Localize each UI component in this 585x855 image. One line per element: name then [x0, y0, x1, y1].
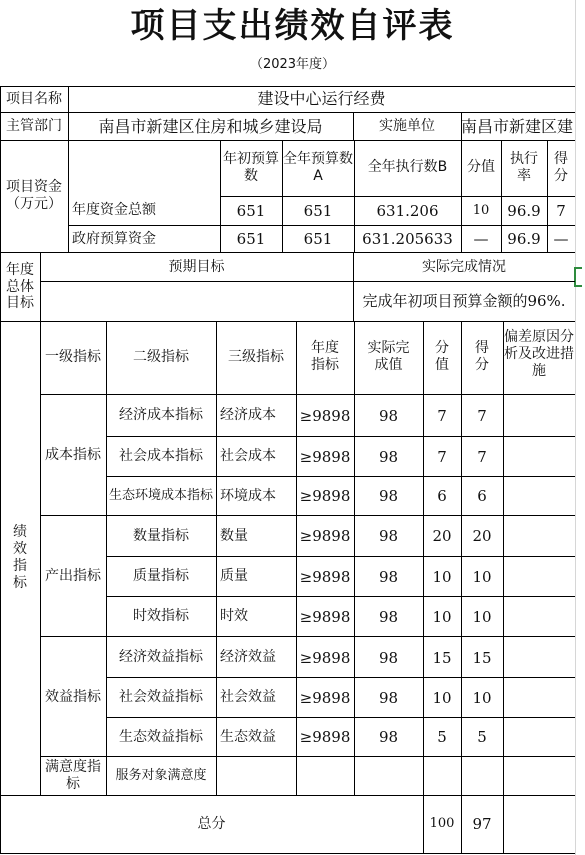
indicator-level2: 时效指标 [133, 608, 189, 625]
funds-header-executed: 全年执行数B [367, 159, 448, 176]
funds-row-executed: 631.206 [376, 201, 439, 220]
grid-vline [353, 112, 354, 140]
indicator-got: 10 [472, 607, 492, 626]
indicator-reason [503, 437, 575, 476]
grid-hline [106, 717, 575, 718]
indicator-got: 20 [472, 527, 492, 545]
indicator-level2: 生态效益指标 [119, 728, 203, 745]
funds-header-score: 分值 [467, 159, 495, 176]
grid-vline [461, 140, 462, 252]
project-name-label: 项目名称 [6, 90, 62, 107]
grid-vline [216, 321, 217, 795]
header-got: 得分 [475, 340, 489, 373]
funds-header-initial: 年初预算数 [223, 150, 279, 184]
grid-vline [461, 321, 462, 853]
indicator-actual: 98 [378, 688, 399, 707]
grid-hline [0, 853, 575, 854]
grid-hline [0, 140, 575, 141]
goal-actual-value: 完成年初项目预算金额的96%. [362, 292, 566, 310]
header-level2: 二级指标 [133, 348, 189, 365]
grid-vline [68, 196, 69, 252]
indicator-actual: 98 [378, 648, 399, 667]
grid-vline [0, 86, 1, 853]
header-level3: 三级指标 [228, 348, 284, 365]
indicator-level3: 社会效益 [220, 689, 276, 706]
grid-vline [503, 321, 504, 853]
funds-row-full-year: 651 [303, 201, 333, 220]
funds-row-initial: 651 [236, 201, 266, 220]
indicators-section-text: 绩效指标 [13, 524, 27, 591]
funds-row-score: 10 [472, 202, 490, 218]
indicator-target: ≥9898 [299, 447, 351, 466]
indicator-got: 15 [472, 648, 492, 667]
grid-hline [68, 225, 575, 226]
project-name-value: 建设中心运行经费 [257, 89, 386, 109]
grid-hline [106, 556, 575, 557]
funds-row-full-year: 651 [303, 230, 333, 248]
indicator-score: 10 [432, 688, 452, 707]
indicator-reason [503, 597, 575, 636]
indicator-level3: 质量 [220, 568, 248, 585]
dept-label: 主管部门 [6, 118, 62, 135]
indicator-got: 5 [477, 728, 487, 746]
funds-header-full-year: 全年预算数A [283, 150, 353, 184]
indicator-target: ≥9898 [299, 527, 351, 545]
indicator-level3: 环境成本 [220, 487, 276, 504]
header-reason: 偏差原因分析及改进措施 [504, 329, 574, 379]
indicator-got: 7 [477, 447, 487, 466]
grid-vline [547, 140, 548, 252]
funds-row-name: 政府预算资金 [72, 230, 156, 247]
indicator-actual: 98 [378, 567, 399, 586]
indicator-got: 7 [477, 406, 487, 425]
grid-vline [501, 140, 502, 252]
grid-hline [106, 436, 575, 437]
indicator-level3: 时效 [220, 608, 248, 625]
grid-hline [0, 112, 575, 113]
funds-row-score: — [473, 230, 489, 248]
indicator-level2: 经济成本指标 [119, 407, 203, 424]
funds-row-executed: 631.205633 [362, 230, 453, 248]
indicator-level3: 经济成本 [220, 407, 276, 424]
indicator-level3: 生态效益 [220, 728, 276, 745]
funds-row-rate: 96.9 [507, 201, 541, 220]
grid-hline [40, 281, 575, 282]
grid-hline [106, 476, 575, 477]
grid-vline [106, 321, 107, 795]
header-target: 年度指标 [311, 340, 339, 373]
grid-hline [0, 321, 575, 322]
indicator-actual: 98 [378, 607, 399, 626]
indicator-target: ≥9898 [299, 406, 351, 425]
funds-row-name: 年度资金总额 [72, 202, 156, 219]
total-got: 97 [472, 815, 492, 833]
indicator-reason [503, 638, 575, 677]
indicator-got: 6 [477, 487, 487, 505]
grid-vline [423, 321, 424, 853]
indicator-got: 10 [472, 567, 492, 586]
indicator-actual: 98 [378, 406, 399, 425]
funds-label: 项目资金（万元） [6, 179, 62, 212]
grid-vline [354, 140, 355, 252]
indicator-level2: 社会成本指标 [119, 448, 203, 465]
indicator-actual [354, 757, 423, 795]
indicator-target: ≥9898 [299, 728, 351, 746]
grid-vline [353, 252, 354, 321]
indicator-level1: 成本指标 [45, 446, 101, 463]
grid-hline [40, 394, 575, 395]
grid-hline [106, 596, 575, 597]
grid-vline [282, 140, 283, 252]
indicator-reason [503, 757, 575, 795]
indicator-level2: 社会效益指标 [119, 689, 203, 706]
indicator-actual: 98 [378, 447, 399, 466]
grid-hline [0, 252, 575, 253]
indicator-score: 6 [437, 487, 447, 505]
goal-actual-header: 实际完成情况 [422, 258, 506, 275]
grid-hline [0, 86, 575, 87]
indicator-target: ≥9898 [299, 567, 351, 586]
indicator-score: 7 [437, 406, 447, 425]
cell-selection-marker [574, 267, 582, 287]
indicator-level2: 服务对象满意度 [115, 768, 207, 784]
funds-row-initial: 651 [236, 230, 266, 248]
indicator-score: 5 [437, 728, 447, 746]
indicator-level2: 质量指标 [133, 568, 189, 585]
spreadsheet-gridline [575, 0, 576, 855]
indicator-reason [503, 557, 575, 596]
indicator-got: 10 [472, 688, 492, 707]
indicator-actual: 98 [378, 527, 399, 545]
indicator-level2: 生态环境成本指标 [108, 488, 213, 504]
page-title: 项目支出绩效自评表 [130, 6, 455, 46]
indicator-score [423, 757, 461, 795]
grid-hline [40, 756, 575, 757]
grid-hline [106, 677, 575, 678]
indicator-target: ≥9898 [299, 607, 351, 626]
grid-vline [354, 321, 355, 795]
indicator-reason [503, 718, 575, 756]
indicator-level1: 效益指标 [45, 688, 101, 705]
funds-row-got: — [553, 230, 569, 248]
indicator-actual: 98 [378, 487, 399, 505]
year-label: （2023年度） [249, 57, 336, 72]
indicator-target: ≥9898 [299, 487, 351, 505]
indicator-level1: 满意度指标 [45, 759, 101, 792]
funds-header-got: 得分 [554, 150, 568, 184]
unit-label: 实施单位 [379, 118, 435, 135]
grid-vline [296, 321, 297, 795]
indicator-got [461, 757, 503, 795]
indicator-reason [503, 678, 575, 717]
total-score: 100 [429, 816, 455, 832]
indicator-level2: 经济效益指标 [119, 649, 203, 666]
indicator-reason [503, 516, 575, 556]
indicator-target: ≥9898 [299, 648, 351, 667]
indicator-score: 7 [437, 447, 447, 466]
indicator-target: ≥9898 [299, 688, 351, 707]
header-actual: 实际完成值 [367, 340, 410, 373]
indicator-reason [503, 477, 575, 515]
grid-vline [40, 321, 41, 795]
goal-expected-header: 预期目标 [168, 258, 225, 275]
grid-vline [220, 140, 221, 252]
indicator-level3: 数量 [220, 527, 248, 544]
indicator-level1: 产出指标 [45, 567, 101, 584]
indicator-level3: 经济效益 [220, 649, 276, 666]
grid-hline [40, 636, 575, 637]
goal-label: 年度总体目标 [6, 261, 34, 312]
goal-expected-value [40, 281, 353, 321]
indicator-target [296, 757, 354, 795]
grid-vline [461, 112, 462, 140]
indicator-actual: 98 [378, 728, 399, 746]
grid-vline [40, 252, 41, 321]
indicator-level3: 社会成本 [220, 448, 276, 465]
header-score: 分值 [435, 340, 449, 373]
funds-row-got: 7 [556, 201, 566, 220]
indicator-level2: 数量指标 [133, 527, 189, 544]
grid-hline [40, 515, 575, 516]
dept-value: 南昌市新建区住房和城乡建设局 [98, 116, 323, 136]
indicator-score: 15 [432, 648, 452, 667]
header-level1: 一级指标 [45, 348, 101, 365]
indicator-level3 [216, 757, 296, 795]
funds-row-rate: 96.9 [507, 230, 541, 248]
unit-value: 南昌市新建区建 [461, 116, 574, 136]
total-label: 总分 [197, 815, 226, 832]
indicator-score: 10 [432, 607, 452, 626]
indicators-section-label [0, 321, 40, 795]
indicator-score: 20 [432, 527, 452, 545]
indicator-score: 10 [432, 567, 452, 586]
grid-hline [220, 196, 575, 197]
funds-header-rate: 执行率 [510, 150, 538, 184]
grid-hline [0, 795, 575, 796]
indicator-reason [503, 395, 575, 436]
